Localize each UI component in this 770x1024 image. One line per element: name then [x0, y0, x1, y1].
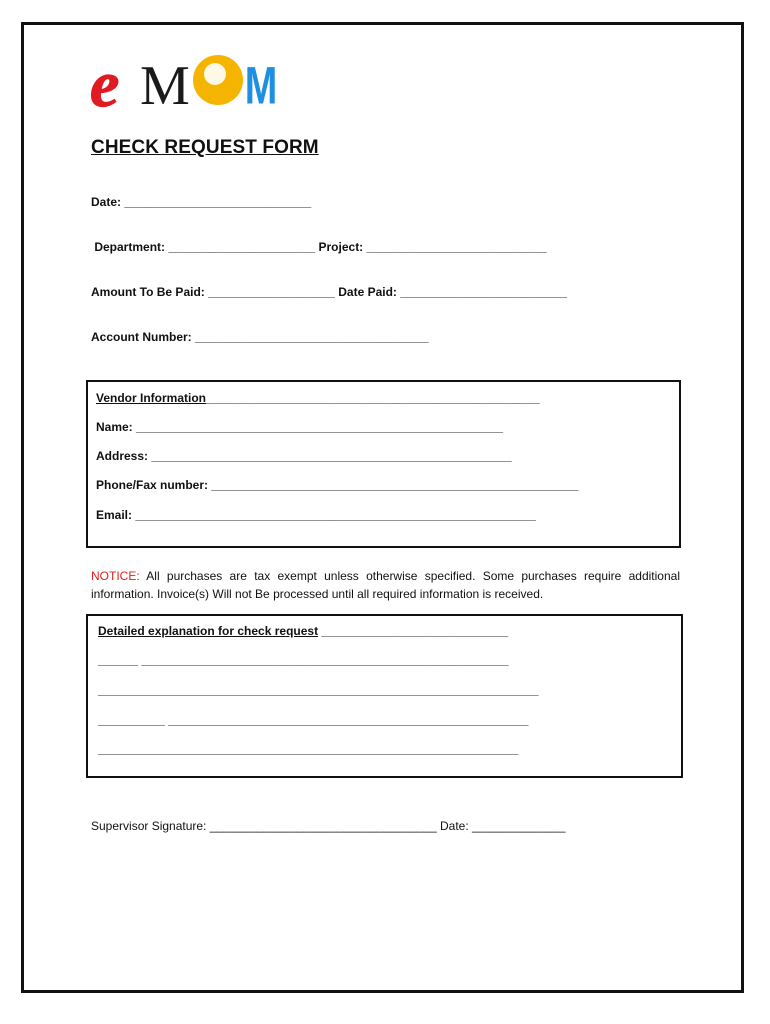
emom-logo [90, 52, 286, 114]
explanation-line[interactable]: __________________________________________________________________ [98, 683, 539, 697]
supervisor-signature-field[interactable]: Supervisor Signature: __________________________________ Date: ______________ [91, 819, 566, 833]
explanation-line[interactable]: ______ _______________________________________________________ [98, 653, 509, 667]
explanation-line[interactable]: _______________________________________________________________ [98, 742, 519, 756]
vendor-information-box [86, 380, 681, 548]
date-field[interactable]: Date: ____________________________ [91, 195, 312, 209]
notice-text: All purchases are tax exempt unless otherwise specified. Some purchases require additional information. Invoice(s) Will not Be processed until all required information is received. [91, 569, 680, 601]
vendor-phone-fax-field[interactable]: Phone/Fax number: _______________________________________________________ [96, 478, 579, 492]
vendor-address-field[interactable]: Address: ______________________________________________________ [96, 449, 512, 463]
vendor-email-field[interactable]: Email: ____________________________________________________________ [96, 508, 536, 522]
explanation-line[interactable]: __________ ______________________________________________________ [98, 713, 529, 727]
explanation-heading-rule: ____________________________ [318, 624, 509, 638]
notice-label: NOTICE: [91, 569, 140, 583]
vendor-heading-rule: __________________________________________________ [206, 391, 540, 405]
vendor-information-heading [96, 391, 540, 405]
vendor-name-field[interactable]: Name: _______________________________________________________ [96, 420, 504, 434]
department-project-field[interactable]: Department: ______________________ Project: ___________________________ [91, 240, 547, 254]
svg-text:M: M [244, 55, 278, 114]
notice-paragraph [91, 567, 680, 603]
amount-date-paid-field[interactable]: Amount To Be Paid: ___________________ Date Paid: _________________________ [91, 285, 568, 299]
svg-text:e: e [90, 52, 120, 114]
account-number-field[interactable]: Account Number: ___________________________________ [91, 330, 429, 344]
explanation-heading-text: Detailed explanation for check request [98, 624, 319, 638]
svg-text:M: M [140, 55, 190, 114]
vendor-heading-text: Vendor Information [96, 391, 207, 405]
explanation-heading [98, 624, 508, 638]
form-title: CHECK REQUEST FORM [91, 137, 319, 158]
